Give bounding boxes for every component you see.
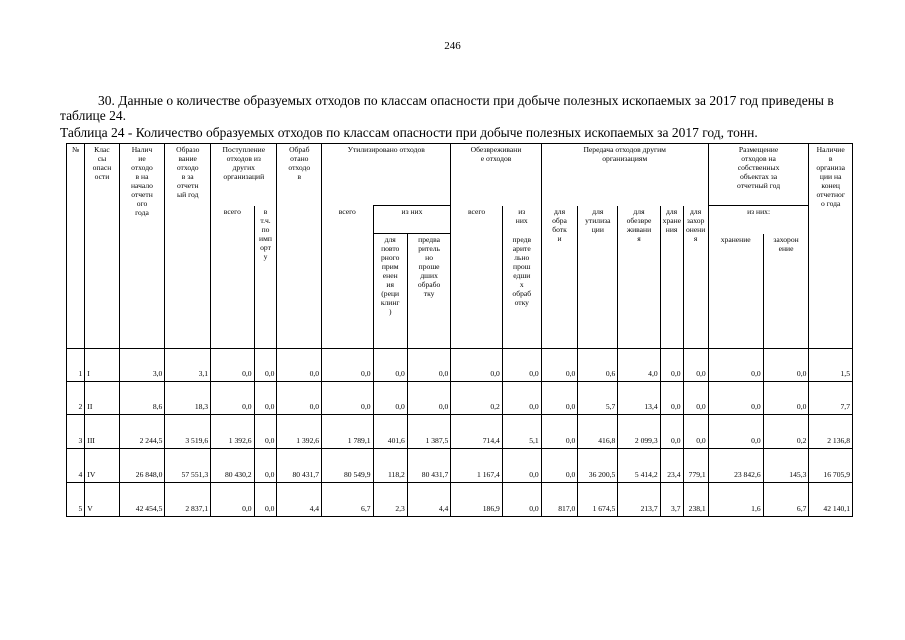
row-value: 0,0 xyxy=(502,448,541,482)
row-value: 80 431,7 xyxy=(277,448,322,482)
header-utilized-pre: предва ритель но проше дших обрабо тку xyxy=(407,234,450,349)
header-processed: Обраб отано отходо в xyxy=(277,144,322,349)
row-value: 0,0 xyxy=(660,415,683,448)
row-value: 0,0 xyxy=(763,382,809,415)
header-no: № xyxy=(67,144,85,349)
row-value: 0,0 xyxy=(708,382,763,415)
row-value: 4,4 xyxy=(277,482,322,516)
table-caption: Таблица 24 - Количество образуемых отходов по классам опасности при добыче полезных ископаемых за 2017 год, тонн. xyxy=(60,125,758,140)
row-value: 7,7 xyxy=(809,382,853,415)
row-value: 36 200,5 xyxy=(578,448,618,482)
row-value: 0,0 xyxy=(541,448,578,482)
header-transfer-bury: для захор онени я xyxy=(683,206,708,349)
page-number: 246 xyxy=(444,40,461,52)
row-value: 118,2 xyxy=(373,448,407,482)
row-value: 3,7 xyxy=(660,482,683,516)
row-value: 0,0 xyxy=(373,349,407,382)
row-number: 3 xyxy=(67,415,85,448)
row-value: 0,0 xyxy=(211,382,254,415)
table-header xyxy=(67,144,853,349)
header-placement-bury: захорон ение xyxy=(763,234,809,349)
row-value: 213,7 xyxy=(618,482,660,516)
table-row xyxy=(67,415,853,448)
row-class: IV xyxy=(85,448,119,482)
table-row xyxy=(67,448,853,482)
row-value: 3 519,6 xyxy=(165,415,211,448)
row-number: 4 xyxy=(67,448,85,482)
row-value: 0,0 xyxy=(708,349,763,382)
row-value: 401,6 xyxy=(373,415,407,448)
row-value: 0,0 xyxy=(254,448,277,482)
row-value: 186,9 xyxy=(451,482,502,516)
row-value: 1 789,1 xyxy=(322,415,373,448)
row-value: 1 392,6 xyxy=(211,415,254,448)
row-value: 779,1 xyxy=(683,448,708,482)
waste-table xyxy=(66,143,853,517)
row-value: 0,0 xyxy=(660,349,683,382)
row-value: 0,0 xyxy=(502,482,541,516)
table-row xyxy=(67,349,853,382)
row-value: 0,0 xyxy=(254,382,277,415)
row-value: 0,0 xyxy=(502,349,541,382)
row-class: II xyxy=(85,382,119,415)
table-row xyxy=(67,382,853,415)
row-value: 23 842,6 xyxy=(708,448,763,482)
header-transfer-neut: для обезвре живани я xyxy=(618,206,660,349)
header-transfer-proc: для обра ботк и xyxy=(541,206,578,349)
row-value: 5,1 xyxy=(502,415,541,448)
header-utilized-total: всего xyxy=(322,206,373,349)
row-value: 0,0 xyxy=(541,382,578,415)
row-value: 5 414,2 xyxy=(618,448,660,482)
header-received: Поступление отходов из других организаций xyxy=(211,144,277,206)
row-value: 0,0 xyxy=(254,415,277,448)
row-class: V xyxy=(85,482,119,516)
row-value: 0,0 xyxy=(541,349,578,382)
row-value: 3,0 xyxy=(119,349,165,382)
row-value: 2 099,3 xyxy=(618,415,660,448)
row-value: 0,0 xyxy=(211,482,254,516)
row-value: 0,2 xyxy=(451,382,502,415)
header-placement: Размещение отходов на собственных объектах за отчетный год xyxy=(708,144,809,206)
row-value: 0,0 xyxy=(322,349,373,382)
header-start: Налич ие отходо в на начало отчетн ого года xyxy=(119,144,165,349)
header-end: Наличие в организа ции на конец отчетног о года xyxy=(809,144,853,349)
header-utilized-reuse: для повто рного прим енен ия (реци клинг ) xyxy=(373,234,407,349)
table-row xyxy=(67,482,853,516)
row-value: 0,0 xyxy=(683,415,708,448)
row-value: 0,0 xyxy=(211,349,254,382)
header-neutralized-total: всего xyxy=(451,206,502,349)
row-value: 0,6 xyxy=(578,349,618,382)
row-value: 0,0 xyxy=(660,382,683,415)
row-value: 18,3 xyxy=(165,382,211,415)
row-value: 42 140,1 xyxy=(809,482,853,516)
row-value: 1 392,6 xyxy=(277,415,322,448)
row-value: 1,5 xyxy=(809,349,853,382)
row-value: 1 387,5 xyxy=(407,415,450,448)
intro-paragraph: 30. Данные о количестве образуемых отходов по классам опасности при добыче полезных ископаемых за 2017 год приведены в таблице 24. xyxy=(60,93,834,123)
row-value: 416,8 xyxy=(578,415,618,448)
row-value: 1 674,5 xyxy=(578,482,618,516)
header-utilized: Утилизировано отходов xyxy=(322,144,451,206)
row-value: 16 705,9 xyxy=(809,448,853,482)
row-number: 2 xyxy=(67,382,85,415)
row-value: 4,0 xyxy=(618,349,660,382)
row-value: 4,4 xyxy=(407,482,450,516)
row-value: 0,0 xyxy=(502,382,541,415)
row-value: 80 549,9 xyxy=(322,448,373,482)
row-value: 2 136,8 xyxy=(809,415,853,448)
row-value: 238,1 xyxy=(683,482,708,516)
row-value: 0,0 xyxy=(254,482,277,516)
header-received-total: всего xyxy=(211,206,254,349)
row-value: 3,1 xyxy=(165,349,211,382)
row-value: 0,0 xyxy=(763,349,809,382)
row-value: 0,0 xyxy=(277,349,322,382)
row-value: 0,0 xyxy=(683,382,708,415)
row-class: I xyxy=(85,349,119,382)
row-value: 26 848,0 xyxy=(119,448,165,482)
row-value: 8,6 xyxy=(119,382,165,415)
header-formed: Образо вание отходо в за отчетн ый год xyxy=(165,144,211,349)
row-value: 0,0 xyxy=(373,382,407,415)
header-transfer: Передача отходов другим организациям xyxy=(541,144,708,206)
row-value: 0,0 xyxy=(708,415,763,448)
header-placement-of: из них: xyxy=(708,206,809,234)
row-value: 0,0 xyxy=(407,349,450,382)
table-body xyxy=(67,349,853,517)
row-value: 0,0 xyxy=(277,382,322,415)
row-value: 80 431,7 xyxy=(407,448,450,482)
row-value: 0,0 xyxy=(322,382,373,415)
row-value: 1 167,4 xyxy=(451,448,502,482)
row-value: 0,0 xyxy=(407,382,450,415)
row-value: 5,7 xyxy=(578,382,618,415)
row-value: 2 244,5 xyxy=(119,415,165,448)
row-value: 23,4 xyxy=(660,448,683,482)
row-value: 6,7 xyxy=(763,482,809,516)
row-class: III xyxy=(85,415,119,448)
row-value: 13,4 xyxy=(618,382,660,415)
header-placement-store: хранение xyxy=(708,234,763,349)
row-value: 0,0 xyxy=(541,415,578,448)
row-value: 0,0 xyxy=(254,349,277,382)
row-value: 0,0 xyxy=(683,349,708,382)
row-value: 145,3 xyxy=(763,448,809,482)
row-value: 2 837,1 xyxy=(165,482,211,516)
row-number: 5 xyxy=(67,482,85,516)
header-neutralized-pre: предв арите льно прош едши х обраб отку xyxy=(502,234,541,349)
row-number: 1 xyxy=(67,349,85,382)
header-neutralized-of: из них xyxy=(502,206,541,234)
row-value: 817,0 xyxy=(541,482,578,516)
row-value: 2,3 xyxy=(373,482,407,516)
row-value: 57 551,3 xyxy=(165,448,211,482)
header-class: Клас сы опасн ости xyxy=(85,144,119,349)
row-value: 6,7 xyxy=(322,482,373,516)
header-transfer-util: для утилиза ции xyxy=(578,206,618,349)
header-neutralized: Обезвреживани е отходов xyxy=(451,144,541,206)
row-value: 0,2 xyxy=(763,415,809,448)
row-value: 714,4 xyxy=(451,415,502,448)
header-transfer-store: для хране ния xyxy=(660,206,683,349)
row-value: 1,6 xyxy=(708,482,763,516)
row-value: 80 430,2 xyxy=(211,448,254,482)
row-value: 0,0 xyxy=(451,349,502,382)
header-received-import: в т.ч. по имп орт у xyxy=(254,206,277,349)
header-utilized-of: из них xyxy=(373,206,451,234)
row-value: 42 454,5 xyxy=(119,482,165,516)
